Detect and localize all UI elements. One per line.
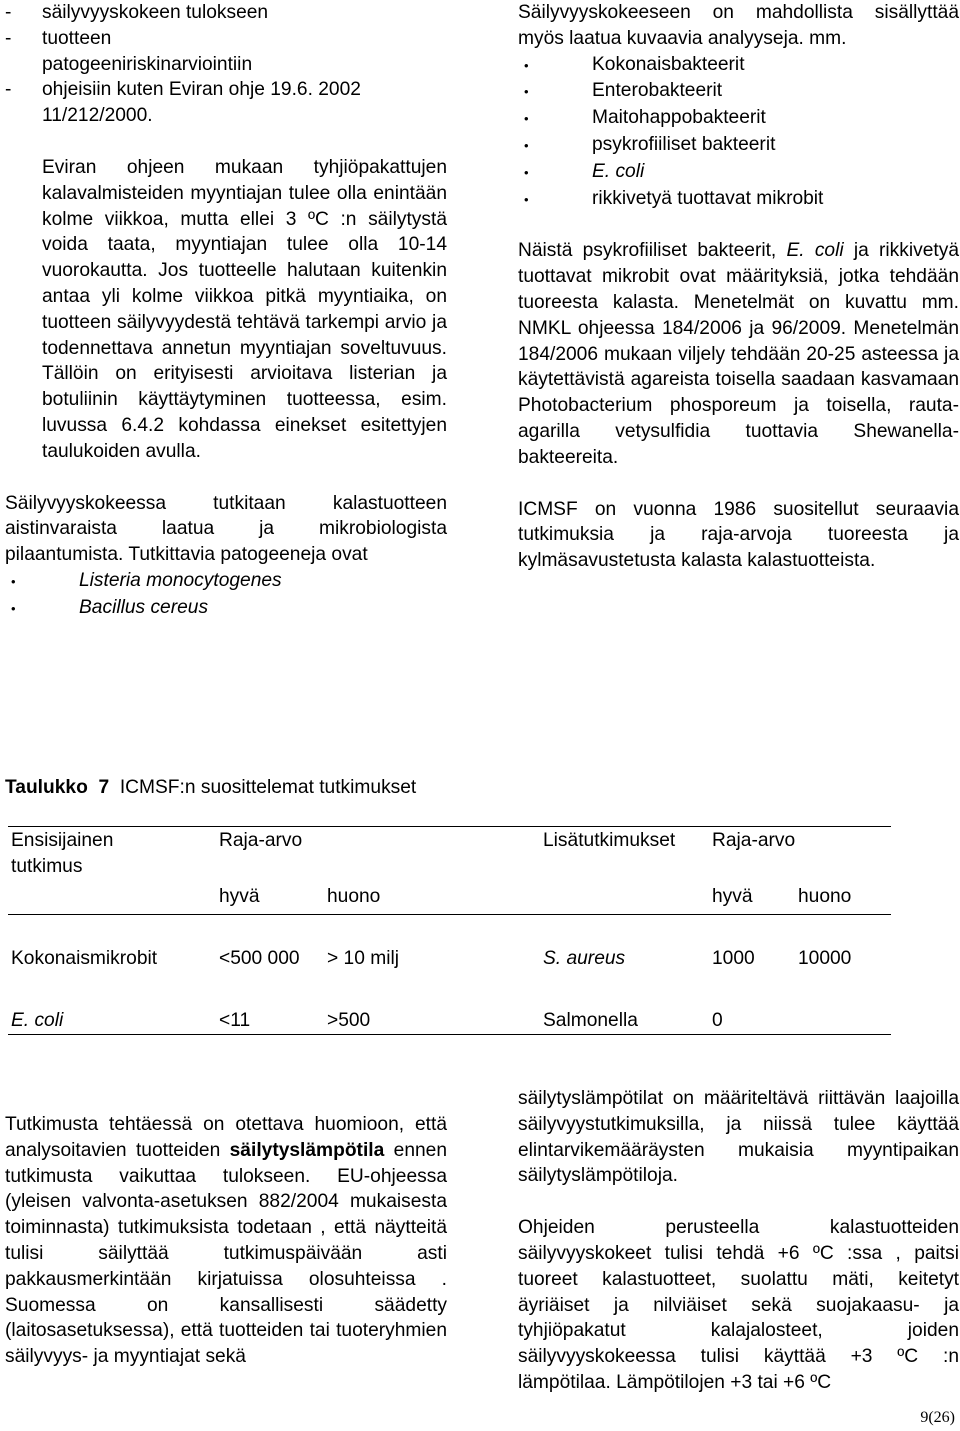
analysis-name: rikkivetyä tuottavat mikrobit bbox=[592, 187, 824, 209]
bullet-icon: • bbox=[11, 573, 16, 589]
methods-text: Näistä psykrofiiliset bakteerit, bbox=[518, 240, 787, 262]
table-rule-header bbox=[8, 914, 891, 915]
caption-label: Taulukko bbox=[5, 777, 88, 798]
methods-paragraph bbox=[518, 238, 959, 470]
dash-mark: - bbox=[5, 79, 12, 101]
dash-mark: - bbox=[5, 2, 12, 23]
header-good: hyvä bbox=[219, 886, 260, 907]
header-primary: Ensisijainen bbox=[11, 830, 114, 851]
list-item bbox=[518, 159, 959, 186]
header-primary-2: tutkimus bbox=[11, 856, 83, 877]
row-good-2: 0 bbox=[712, 1010, 723, 1031]
dash-mark: - bbox=[5, 27, 12, 49]
bottom-left-text: Tutkimusta tehtäessä on otettava huomioon, että analysoitavien tuotteiden bbox=[5, 1114, 447, 1161]
row-name: E. coli bbox=[11, 1010, 64, 1031]
analysis-name: psykrofiiliset bakteerit bbox=[592, 133, 776, 155]
intro-paragraph: Säilyvyyskokeeseen on mahdollista sisällyttää myös laatua kuvaavia analyyseja. mm. bbox=[518, 2, 959, 49]
list-item bbox=[518, 52, 959, 79]
header-extra: Lisätutkimukset bbox=[543, 830, 676, 851]
dash-item bbox=[5, 77, 447, 129]
header-limit-2: Raja-arvo bbox=[712, 830, 796, 851]
bullet-icon: • bbox=[11, 600, 16, 616]
bullet-icon: • bbox=[524, 111, 529, 127]
dash-list bbox=[5, 0, 447, 129]
list-item bbox=[5, 568, 447, 595]
list-item bbox=[518, 186, 959, 213]
row-extra: S. aureus bbox=[543, 948, 626, 969]
table-rule-bottom bbox=[8, 1034, 891, 1035]
analysis-name: Enterobakteerit bbox=[592, 80, 723, 102]
list-item bbox=[5, 595, 447, 622]
bottom-right-paragraph-1: säilytyslämpötilat on määriteltävä riittävän laajoilla säilyvyystutkimuksilla, ja niissä tulee käyttää elintarvikemääräysten mukaisia myyntipaikan säilytyslämpötiloja. bbox=[518, 1088, 959, 1187]
bullet-icon: • bbox=[524, 137, 529, 153]
ecoli-term: E. coli bbox=[786, 240, 844, 262]
analysis-name: Kokonaisbakteerit bbox=[592, 53, 745, 75]
methods-text: ja rikkivetyä tuottavat mikrobit ovat määrityksiä, jotka tehdään tuoreesta kalasta. Menetelmät on kuvattu mm. NMKL ohjeessa 184/2006 ja 96/2009. Menetelmän 184/2006 mukaan viljely tehdään 20-25 asteessa ja käytettävistä agareista toisella saadaan kasvamaan Photobacterium phosporeum ja toisella, rauta-agarilla vetysulfidia tuottavia Shewanella-bakteereita. bbox=[518, 240, 959, 468]
bullet-icon: • bbox=[524, 164, 529, 180]
list-item bbox=[518, 78, 959, 105]
analysis-name: E. coli bbox=[592, 160, 645, 182]
pathogen-name: Listeria monocytogenes bbox=[79, 569, 282, 591]
row-good: <500 000 bbox=[219, 948, 300, 969]
table-caption bbox=[5, 775, 416, 801]
header-bad: huono bbox=[327, 886, 381, 907]
row-bad: >500 bbox=[327, 1010, 371, 1031]
row-good: <11 bbox=[219, 1010, 251, 1031]
pathogen-name: Bacillus cereus bbox=[79, 596, 209, 618]
bottom-right-paragraph-2: Ohjeiden perusteella kalastuotteiden säilyvyyskokeet tulisi tehdä +6 ºC :ssa , paitsi tuoreet kalastuotteet, suolattu mäti, keitetyt äyriäiset ja nilviäiset sekä suojakaasu- ja tyhjiöpakatut kalajalosteet, joiden säilyvyyskokeessa tulisi käyttää +3 ºC :n lämpötilaa. Lämpötilojen +3 tai +6 ºC bbox=[518, 1217, 959, 1393]
dash-item bbox=[5, 0, 447, 26]
right-column bbox=[518, 0, 959, 574]
dash-text: ohjeisiin kuten Eviran ohje 19.6. 2002 11/212/2000. bbox=[42, 79, 361, 127]
caption-text: ICMSF:n suosittelemat tutkimukset bbox=[119, 777, 417, 798]
bottom-left-bold: säilytyslämpötila bbox=[229, 1139, 385, 1161]
list-item bbox=[518, 132, 959, 159]
header-limit: Raja-arvo bbox=[219, 830, 303, 851]
dash-text: säilyvyyskokeen tulokseen bbox=[42, 2, 269, 23]
header-good-2: hyvä bbox=[712, 886, 753, 907]
pathogen-list bbox=[5, 568, 447, 622]
row-bad: > 10 milj bbox=[327, 948, 399, 969]
dash-text: tuotteen patogeeniriskinarviointiin bbox=[42, 27, 253, 75]
caption-number: 7 bbox=[98, 777, 110, 798]
row-good-2: 1000 bbox=[712, 948, 755, 969]
left-column bbox=[5, 0, 447, 622]
bottom-left-text: ennen tutkimusta vaikuttaa tulokseen. EU-ohjeessa (yleisen valvonta-asetuksen 882/2004 mukaisesta toiminnasta) tutkimuksista todetaan , että näytteitä tulisi säilyttää tutkimuspäivään asti pakkausmerkintään kirjatuissa olosuhteissa . Suomessa on kansallisesti säädetty (laitosasetuksessa), että tuotteiden tai tuoteryhmien säilyvyys- ja myyntiajat sekä bbox=[5, 1139, 448, 1368]
row-bad-2: 10000 bbox=[798, 948, 852, 969]
shelf-life-paragraph: Säilyvyyskokeessa tutkitaan kalastuotteen aistinvaraista laatua ja mikrobiologista pilaantumista. Tutkittavia patogeeneja ovat bbox=[5, 492, 447, 566]
page-number: 9(26) bbox=[920, 1409, 955, 1426]
bullet-icon: • bbox=[524, 57, 529, 73]
analysis-name: Maitohappobakteerit bbox=[592, 107, 766, 129]
bullet-icon: • bbox=[524, 191, 529, 207]
analysis-list bbox=[518, 52, 959, 213]
row-name: Kokonaismikrobit bbox=[11, 948, 158, 969]
row-extra: Salmonella bbox=[543, 1010, 638, 1031]
bullet-icon: • bbox=[524, 84, 529, 100]
icmsf-paragraph: ICMSF on vuonna 1986 suositellut seuraavia tutkimuksia ja raja-arvoja tuoreesta ja kylmäsavustetusta kalasta kalastuotteista. bbox=[518, 498, 959, 572]
bottom-right-column bbox=[518, 1086, 959, 1396]
bottom-left-paragraph bbox=[5, 1112, 447, 1370]
list-item bbox=[518, 105, 959, 132]
evira-paragraph: Eviran ohjeen mukaan tyhjiöpakattujen kalavalmisteiden myyntiajan tulee olla enintään kolme viikkoa, mutta ellei 3 ºC :n säilytystä voida taata, myyntiajan tulee olla 10-14 vuorokautta. Jos tuotteelle halutaan kuitenkin antaa yli kolme viikkoa pitkä myyntiaika, on tuotteen säilyvyydestä tehtävä tarkempi arvio ja todennettava annetun myyntiajan soveltuvuus. Tällöin on erityisesti arvioitava listerian ja botuliinin käyttäytyminen tuotteessa, esim. luvussa 6.4.2 kohdassa einekset esitettyjen taulukoiden avulla. bbox=[42, 156, 447, 462]
header-bad-2: huono bbox=[798, 886, 852, 907]
table-rule-top bbox=[8, 826, 891, 827]
dash-item bbox=[5, 26, 447, 78]
